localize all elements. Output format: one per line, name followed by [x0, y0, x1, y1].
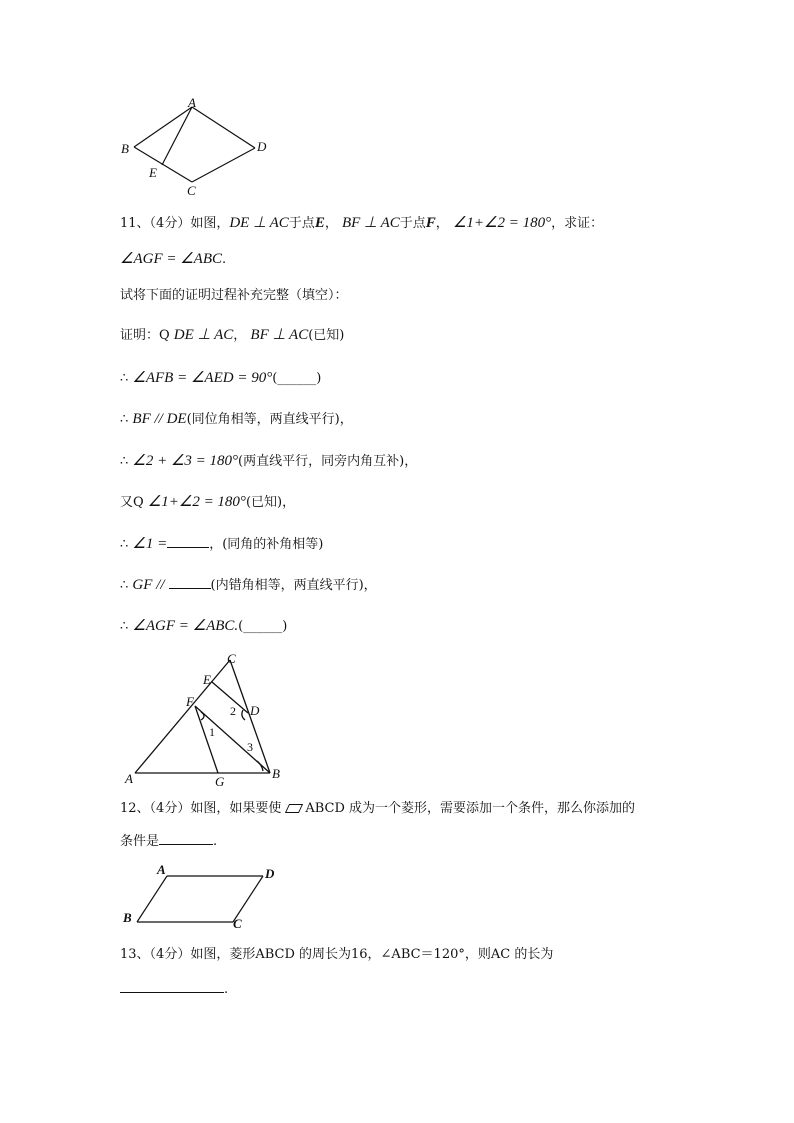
answer-blank[interactable] [120, 980, 224, 993]
label-C: C [233, 916, 242, 931]
angle-label-3: 3 [247, 740, 253, 754]
q13-statement: 13、（4分）如图，菱形ABCD 的周长为16，∠ABC＝120°，则AC 的长为 [120, 947, 554, 962]
parallelogram-figure [115, 862, 285, 932]
label-G: G [215, 774, 225, 789]
rhombus-figure-top [115, 95, 275, 200]
angle-label-2: 2 [230, 704, 236, 718]
label-D: D [265, 866, 275, 881]
proof-step-2: ∴ ∠AFB = ∠AED = 90°(______) [120, 370, 322, 386]
label-C: C [227, 651, 236, 666]
q11-instruction: 试将下面的证明过程补充完整（填空）： [120, 288, 348, 303]
parallelogram-symbol-icon [285, 804, 303, 813]
label-A: A [188, 95, 196, 110]
label-A: A [157, 862, 166, 877]
label-D: D [257, 139, 267, 154]
proof-step-8: ∴ ∠AGF = ∠ABC.(______) [120, 618, 288, 634]
proof-step-5: 又Q ∠1+∠2 = 180°(已知)， [120, 494, 296, 510]
label-A: A [125, 771, 133, 786]
label-B: B [123, 910, 132, 925]
label-C: C [187, 183, 196, 198]
label-E: E [203, 672, 211, 687]
label-E: E [149, 165, 157, 180]
q13-answer-line: . [120, 980, 228, 999]
triangle-figure [115, 648, 290, 793]
angle-label-1: 1 [209, 725, 215, 739]
answer-blank[interactable] [169, 576, 211, 589]
answer-blank[interactable] [159, 832, 213, 845]
proof-step-4: ∴ ∠2 + ∠3 = 180°(两直线平行，同旁内角互补)， [120, 453, 418, 469]
label-B: B [272, 766, 280, 781]
label-F: F [186, 694, 194, 709]
q12-statement: 12、（4分）如图，如果要使 ABCD 成为一个菱形，需要添加一个条件，那么你添加的 [120, 801, 636, 816]
q11-goal: ∠AGF = ∠ABC. [120, 251, 227, 267]
q12-answer-line: 条件是 . [120, 834, 218, 849]
q11-statement: 11、（4分）如图，DE ⊥ AC于点E， BF ⊥ AC于点F， ∠1+∠2 = 180°，求证： [120, 215, 604, 231]
proof-step-6: ∴ ∠1 = ，(同角的补角相等) [120, 536, 324, 552]
answer-blank[interactable] [167, 535, 209, 548]
proof-step-1: 证明：Q DE ⊥ AC， BF ⊥ AC(已知) [120, 327, 345, 343]
label-D: D [250, 703, 260, 718]
proof-step-3: ∴ BF // DE(同位角相等，两直线平行)， [120, 411, 353, 427]
label-B: B [121, 141, 129, 156]
proof-step-7: ∴ GF // (内错角相等，两直线平行)， [120, 577, 377, 593]
